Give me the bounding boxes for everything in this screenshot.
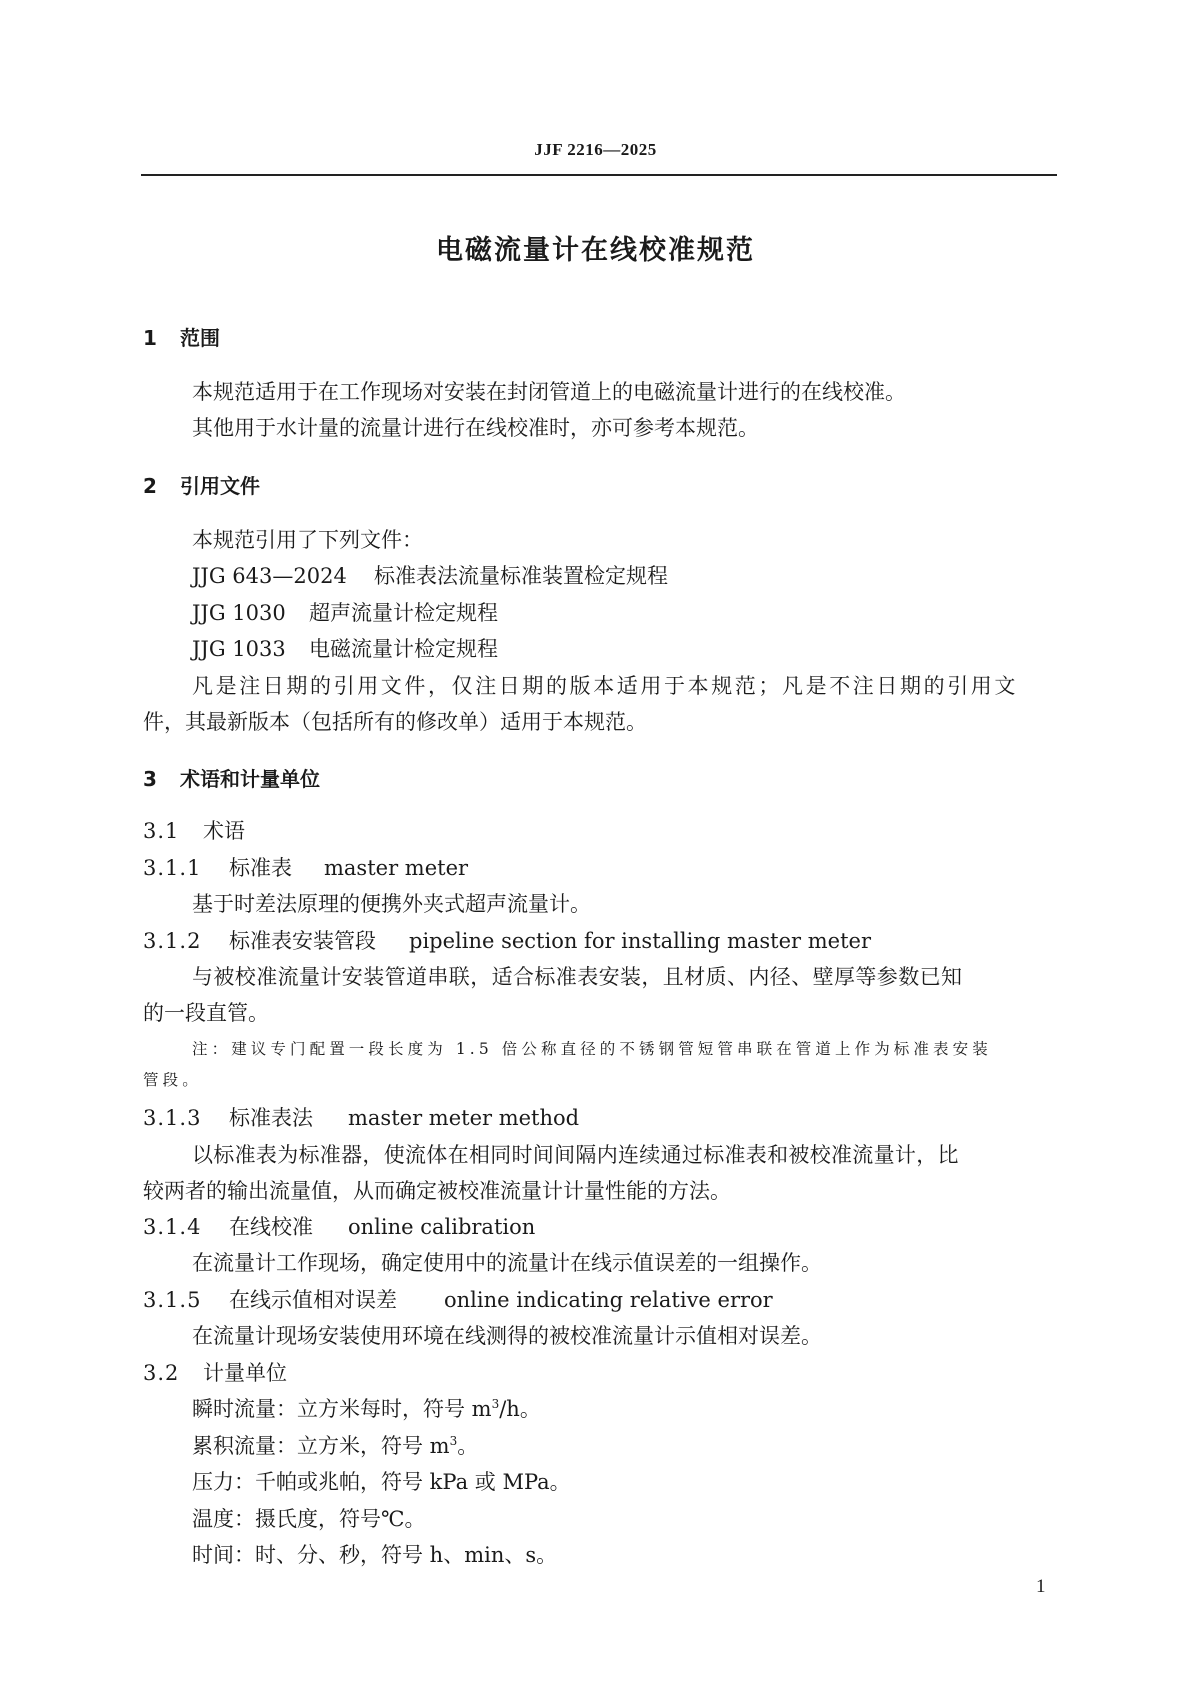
term-number: 3.1.1 (143, 856, 202, 880)
paragraph: 其他用于水计量的流量计进行在线校准时，亦可参考本规范。 (192, 416, 759, 440)
term-definition: 基于时差法原理的便携外夹式超声流量计。 (192, 892, 591, 916)
term-cn: 标准表 (229, 856, 292, 880)
term-number: 3.1.2 (143, 929, 202, 953)
section-title: 术语和计量单位 (180, 767, 320, 791)
term-definition: 在流量计现场安装使用环境在线测得的被校准流量计示值相对误差。 (192, 1324, 822, 1348)
unit-text: 累积流量：立方米，符号 m (192, 1434, 450, 1458)
term-definition: 的一段直管。 (143, 1001, 269, 1025)
subsection-3-2-heading (143, 1357, 287, 1387)
unit-line: 时间：时、分、秒，符号 h、min、s。 (192, 1543, 558, 1567)
term-definition: 较两者的输出流量值，从而确定被校准流量计计量性能的方法。 (143, 1179, 731, 1203)
section-number: 1 (143, 326, 157, 350)
page-number: 1 (1036, 1576, 1046, 1597)
term-en: online indicating relative error (444, 1288, 773, 1312)
subsection-title: 术语 (203, 819, 245, 843)
note: 注：建议专门配置一段长度为 1.5 倍公称直径的不锈钢管短管串联在管道上作为标准表安装 (192, 1040, 992, 1058)
section-3-heading (143, 763, 320, 792)
reference-name: 超声流量计检定规程 (309, 601, 498, 625)
term-number: 3.1.3 (143, 1106, 202, 1130)
term-cn: 标准表法 (229, 1106, 313, 1130)
term-en: master meter method (348, 1106, 580, 1130)
section-title: 范围 (180, 326, 220, 350)
section-title: 引用文件 (180, 474, 260, 498)
unit-text: 瞬时流量：立方米每时，符号 m (192, 1397, 492, 1421)
unit-line (192, 1430, 478, 1460)
reference-name: 标准表法流量标准装置检定规程 (374, 564, 668, 588)
term-en: pipeline section for installing master meter (409, 929, 871, 953)
term-definition: 与被校准流量计安装管道串联，适合标准表安装，且材质、内径、壁厚等参数已知 (192, 965, 963, 989)
unit-line: 温度：摄氏度，符号℃。 (192, 1507, 426, 1531)
term-cn: 在线示值相对误差 (229, 1288, 397, 1312)
superscript: 3 (491, 1397, 500, 1411)
term-definition: 以标准表为标准器，使流体在相同时间间隔内连续通过标准表和被校准流量计，比 (192, 1143, 959, 1167)
subsection-title: 计量单位 (203, 1361, 287, 1385)
term-3-1-2 (143, 925, 871, 955)
section-number: 2 (143, 474, 157, 498)
reference-code: JJG 643—2024 (192, 564, 347, 588)
term-3-1-1 (143, 852, 468, 882)
reference-name: 电磁流量计检定规程 (309, 637, 498, 661)
reference-code: JJG 1030 (192, 601, 286, 625)
header-rule (141, 174, 1057, 176)
section-1-heading (143, 322, 220, 351)
term-en: master meter (324, 856, 469, 880)
reference-item (192, 560, 668, 590)
document-title: 电磁流量计在线校准规范 (436, 235, 755, 266)
section-2-heading (143, 470, 260, 499)
unit-text: /h。 (499, 1397, 541, 1421)
term-3-1-4 (143, 1211, 535, 1241)
paragraph: 件，其最新版本（包括所有的修改单）适用于本规范。 (143, 710, 647, 734)
reference-code: JJG 1033 (192, 637, 286, 661)
term-3-1-5 (143, 1284, 773, 1314)
unit-text: 。 (457, 1434, 479, 1458)
term-3-1-3 (143, 1102, 579, 1132)
term-number: 3.1.4 (143, 1215, 202, 1239)
paragraph: 凡是注日期的引用文件，仅注日期的版本适用于本规范；凡是不注日期的引用文 (192, 674, 1018, 698)
unit-line (192, 1393, 541, 1423)
subsection-number: 3.1 (143, 819, 180, 843)
document-code-header: JJF 2216—2025 (534, 140, 657, 159)
unit-line: 压力：千帕或兆帕，符号 kPa 或 MPa。 (192, 1470, 571, 1494)
note: 管段。 (143, 1071, 202, 1089)
section-number: 3 (143, 767, 157, 791)
reference-item (192, 597, 498, 627)
subsection-3-1-heading (143, 815, 245, 845)
subsection-number: 3.2 (143, 1361, 180, 1385)
term-en: online calibration (348, 1215, 536, 1239)
reference-item (192, 633, 498, 663)
term-definition: 在流量计工作现场，确定使用中的流量计在线示值误差的一组操作。 (192, 1251, 822, 1275)
term-number: 3.1.5 (143, 1288, 202, 1312)
term-cn: 标准表安装管段 (229, 929, 376, 953)
term-cn: 在线校准 (229, 1215, 313, 1239)
paragraph: 本规范适用于在工作现场对安装在封闭管道上的电磁流量计进行的在线校准。 (192, 380, 906, 404)
paragraph: 本规范引用了下列文件： (192, 528, 423, 552)
superscript: 3 (449, 1434, 458, 1448)
